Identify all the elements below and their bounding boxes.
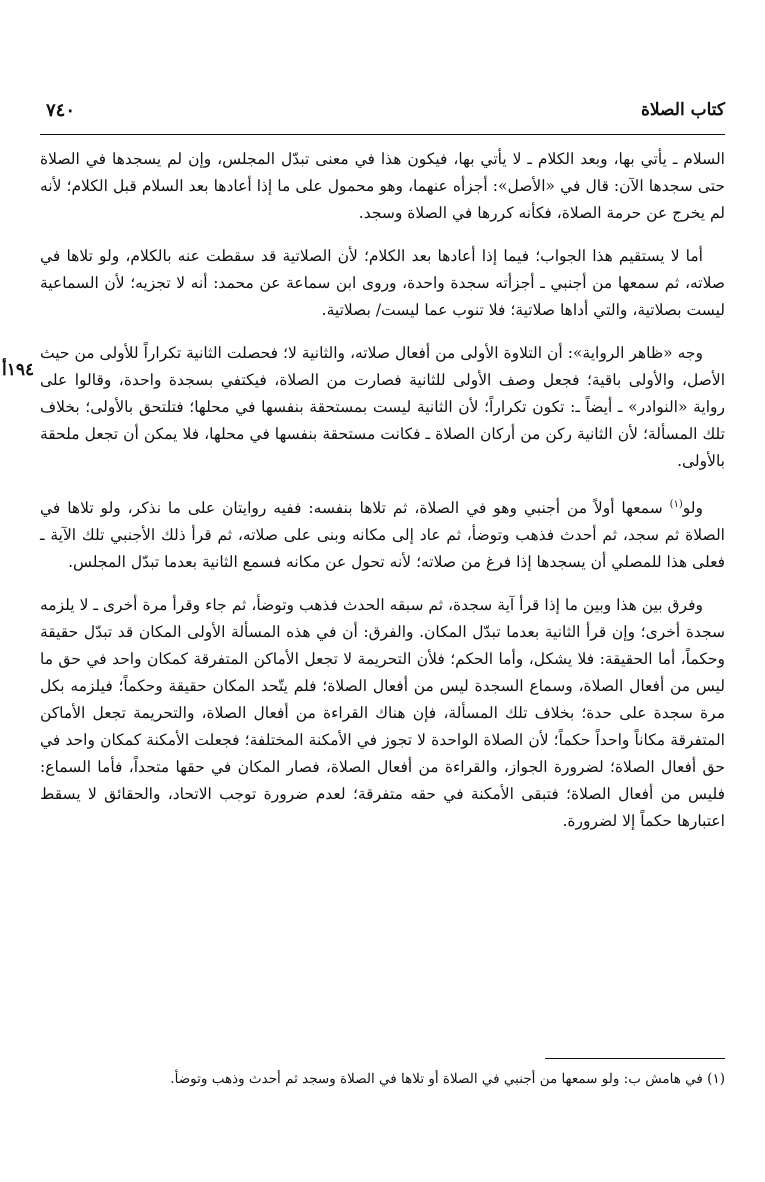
page-header <box>40 96 725 135</box>
paragraph-4-body: سمعها أولاً من أجنبي وهو في الصلاة، ثم تلاها بنفسه: ففيه روايتان على ما نذكر، ولو تلاها في الصلاة ثم سجد، ثم أحدث فذهب وتوضأ، ثم عاد إلى مكانه وبنى على صلاته، ثم قرأ ذلك الأجنبي تلك الآية ـ فعلى هذا للمصلي أن يسجدها إذا فرغ من صلاته؛ لأنه تحول عن مكانه فسمع الثانية بعدما تبدّل المجلس. <box>40 499 725 572</box>
main-text <box>40 146 725 851</box>
page-number: ٧٤٠ <box>46 100 76 121</box>
paragraph-1: السلام ـ يأتي بها، وبعد الكلام ـ لا يأتي بها، فيكون هذا في معنى تبدّل المجلس، وإن لم يسجدها في الصلاة حتى سجدها الآن: قال في «الأصل»: أجزأه عنهما، وهو محمول على ما إذا أعادها بعد السلام قبل الكلام؛ لأنه لم يخرج عن حرمة الصلاة، فكأنه كررها في الصلاة وسجد. <box>40 150 725 222</box>
footnote <box>40 1068 725 1090</box>
manuscript-folio-marker: ١٩٤أ <box>2 360 35 380</box>
paragraph-5: وفرق بين هذا وبين ما إذا قرأ آية سجدة، ثم سبقه الحدث فذهب وتوضأ، ثم جاء وقرأ مرة أخرى ـ لا يلزمه سجدة أخرى؛ وإن قرأ الثانية بعدما تبدّل المكان. والفرق: أن في هذه المسألة الأولى المكان قد تبدّل حقيقة وحكماً، أما الحقيقة: فلا يشكل، وأما الحكم؛ فلأن التحريمة لا تجعل الأماكن المتفرقة كمكان واحد في حق ما ليس من أفعال الصلاة، وسماع السجدة ليس من أفعال الصلاة؛ فلم يتّحد المكان حقيقة وحكماً؛ فيلزمه بكل مرة سجدة على حدة؛ بخلاف تلك المسألة، فإن هناك القراءة من أفعال الصلاة، والتحريمة تجعل الأماكن المتفرقة مكاناً واحداً حكماً؛ لأن الصلاة الواحدة لا تجوز في الأمكنة المختلفة؛ فجعلت الأمكنة كمكان واحد في حق أفعال الصلاة؛ لضرورة الجواز، والقراءة من أفعال الصلاة، فصار المكان في حقها متحداً، فأما السماع: فليس من أفعال الصلاة؛ فتبقى الأمكنة في حقه متفرقة؛ لعدم ضرورة توجب الاتحاد، والحقائق لا يسقط اعتبارها حكماً إلا لضرورة. <box>40 596 725 831</box>
footnote-marker: (١) <box>707 1071 725 1087</box>
paragraph-3: وجه «ظاهر الرواية»: أن التلاوة الأولى من أفعال صلاته، والثانية لا؛ فحصلت الثانية تكراراً للأولى من حيث الأصل، والأولى باقية؛ فجعل وصف الأولى للثانية فصارت من الصلاة، فيكتفي بسجدة واحدة، وقالوا على رواية «النوادر» ـ أيضاً ـ: تكون تكراراً؛ لأن الثانية ليست بمستحقة بنفسها في محلها؛ فتلتحق بالأولى؛ بخلاف تلك المسألة؛ لأن الثانية ركن من أركان الصلاة ـ فكانت مستحقة بنفسها في محلها، فلا يمكن أن تجعل ملحقة بالأولى. <box>40 344 725 470</box>
footnote-reference: (١) <box>669 499 683 510</box>
paragraph-4-lead: ولو <box>682 499 703 518</box>
paragraph-2: أما لا يستقيم هذا الجواب؛ فيما إذا أعادها بعد الكلام؛ لأن الصلاتية قد سقطت عنه بالكلام، ولو تلاها في صلاته، ثم سمعها من أجنبي ـ أجزأته سجدة واحدة، وروى ابن سماعة عن محمد: أنه لا تجزيه؛ لأن السماعية ليست بصلاتية، والتي أداها صلاتية؛ فلا تنوب عما ليست/ بصلاتية. <box>40 247 725 319</box>
footnote-text: في هامش ب: ولو سمعها من أجنبي في الصلاة أو تلاها في الصلاة وسجد ثم أحدث وذهب وتوضأ. <box>170 1071 703 1087</box>
running-title: كتاب الصلاة <box>640 100 725 120</box>
paragraph-4 <box>40 491 725 576</box>
footnote-divider <box>545 1058 725 1059</box>
